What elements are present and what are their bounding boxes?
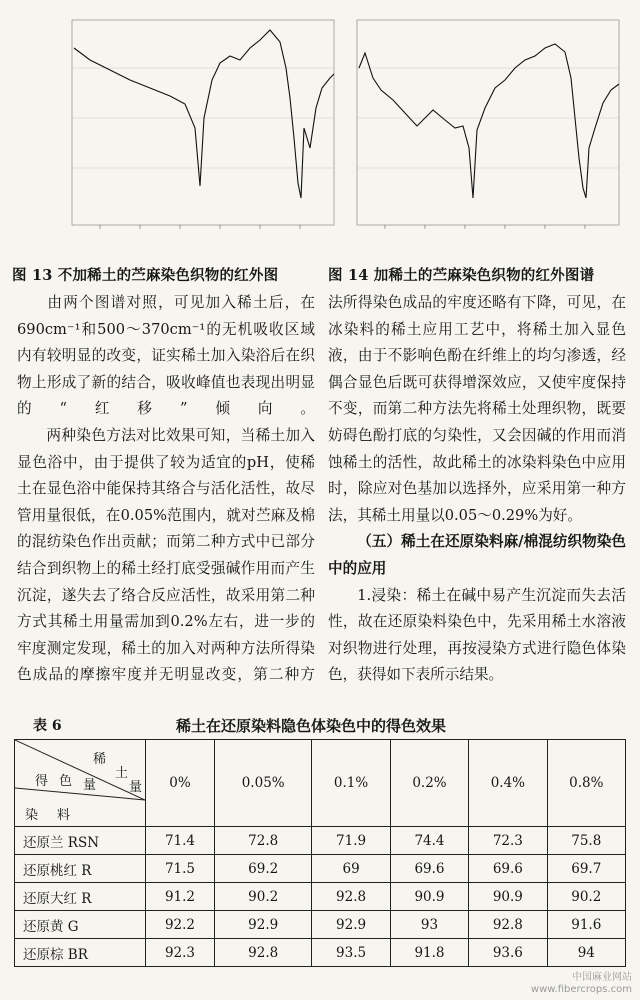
value-cell: 72.3: [469, 827, 547, 855]
right-paragraph-2-text: 1.浸染：稀土在碱中易产生沉淀而失去活性，故在还原染料染色中，先采用稀土水溶液对织物进行处理，再按浸染方式进行隐色体染色，获得如下表所示结果。: [328, 586, 626, 684]
dye-name-cell: 还原棕 BR: [15, 939, 146, 967]
value-cell: 69.7: [547, 855, 625, 883]
corner-rare-earth-2: 土: [115, 766, 129, 781]
corner-rare-earth-1: 稀: [93, 752, 107, 767]
left-paragraph-2-text: 两种染色方法对比效果可知，当稀土加入显色浴中，由于提供了较为适宜的pH，使稀土在显色浴中能保持其络合与活化活性，故尽管用量很低，在0.05%范围内，就对苎麻及棉的混纺染色作出贡献；而第二种方式中已部分结合到织物上的稀土经打底受强碱作用而产生沉淀，遂失去了络合反应活性，故采用第二种方式其稀土用量需加到0.2%左右，进一步的牢度测定发现，稀土的加入对两种方法所得染色成品的摩擦牢度并无明显改变，第二种方: [17, 426, 315, 684]
value-cell: 92.8: [469, 911, 547, 939]
value-cell: 93.5: [312, 939, 390, 967]
figure-14-caption: 图 14 加稀土的苎麻染色织物的红外图谱: [328, 267, 595, 284]
value-cell: 69.6: [469, 855, 547, 883]
section-heading-text: （五）稀土在还原染料麻/棉混纺织物染色中的应用: [328, 533, 626, 577]
section-heading: [328, 529, 626, 582]
value-cell: 90.9: [390, 883, 468, 911]
table-number: 表 6: [33, 718, 62, 734]
value-cell: 74.4: [390, 827, 468, 855]
corner-color-2: 色: [59, 774, 73, 789]
column-header: 0.8%: [547, 740, 625, 827]
value-cell: 92.9: [214, 911, 311, 939]
value-cell: 93: [390, 911, 468, 939]
left-paragraph-1: [17, 290, 315, 423]
column-header: 0.2%: [390, 740, 468, 827]
value-cell: 91.8: [390, 939, 468, 967]
dye-name-cell: 还原大红 R: [15, 883, 146, 911]
left-paragraph-2: [17, 423, 315, 689]
value-cell: 91.6: [547, 911, 625, 939]
ir-spectrum-fig13: [60, 8, 340, 248]
right-paragraph-2: [328, 583, 626, 689]
right-paragraph-1: 法所得染色成品的牢度还略有下降，可见，在冰染料的稀土应用工艺中，将稀土加入显色液，由于不影响色酚在纤维上的均匀渗透，经偶合显色后既可获得增深效应，又使牢度保持不变，而第二种方法先将稀土处理织物，既要妨碍色酚打底的匀染性，又会因碱的作用而消蚀稀土的活性，故此稀土的冰染料染色中应用时，除应对色基加以选择外，应采用第一种方法，其稀土用量以0.05～0.29%为好。: [328, 294, 626, 524]
watermark-line-1: 中国麻业网站: [572, 972, 632, 983]
value-cell: 69.2: [214, 855, 311, 883]
corner-dye-2: 料: [57, 808, 71, 823]
left-paragraph-1-text: 由两个图谱对照，可见加入稀土后，在690cm⁻¹和500～370cm⁻¹的无机吸收区域内有较明显的改变，证实稀土加入染浴后在织物上形成了新的结合，吸收峰值也表现出明显的“红移”倾向。: [17, 294, 315, 418]
watermark: [531, 972, 632, 996]
ir-spectrum-fig14: [345, 8, 625, 248]
value-cell: 71.5: [146, 855, 215, 883]
left-text-column: [17, 290, 315, 689]
value-cell: 72.8: [214, 827, 311, 855]
corner-color-3: 量: [83, 778, 97, 793]
table-row: [15, 855, 626, 883]
value-cell: 71.9: [312, 827, 390, 855]
table-row: [15, 883, 626, 911]
value-cell: 71.4: [146, 827, 215, 855]
value-cell: 92.2: [146, 911, 215, 939]
table-body: [15, 827, 626, 967]
value-cell: 69.6: [390, 855, 468, 883]
table-row: [15, 939, 626, 967]
value-cell: 92.3: [146, 939, 215, 967]
table-corner-cell: [15, 740, 146, 827]
dye-name-cell: 还原桃红 R: [15, 855, 146, 883]
column-header: 0.05%: [214, 740, 311, 827]
corner-rare-earth-3: 量: [129, 780, 143, 795]
column-header: 0%: [146, 740, 215, 827]
value-cell: 93.6: [469, 939, 547, 967]
value-cell: 92.8: [312, 883, 390, 911]
value-cell: 94: [547, 939, 625, 967]
dye-result-table: [14, 739, 626, 967]
value-cell: 90.2: [547, 883, 625, 911]
value-cell: 92.8: [214, 939, 311, 967]
column-header: 0.1%: [312, 740, 390, 827]
table-row: [15, 827, 626, 855]
value-cell: 92.9: [312, 911, 390, 939]
right-text-column: [328, 290, 626, 689]
corner-dye-1: 染: [25, 808, 39, 823]
dye-name-cell: 还原兰 RSN: [15, 827, 146, 855]
value-cell: 75.8: [547, 827, 625, 855]
corner-color-1: 得: [35, 774, 49, 789]
figure-13-caption: 图 13 不加稀土的苎麻染色织物的红外图: [12, 267, 279, 284]
column-header: 0.4%: [469, 740, 547, 827]
dye-name-cell: 还原黄 G: [15, 911, 146, 939]
value-cell: 90.9: [469, 883, 547, 911]
watermark-line-2: www.fibercrops.com: [530, 984, 632, 995]
table-title: 稀土在还原染料隐色体染色中的得色效果: [176, 717, 447, 735]
value-cell: 90.2: [214, 883, 311, 911]
table-header-row: [15, 740, 626, 827]
table-row: [15, 911, 626, 939]
value-cell: 69: [312, 855, 390, 883]
value-cell: 91.2: [146, 883, 215, 911]
